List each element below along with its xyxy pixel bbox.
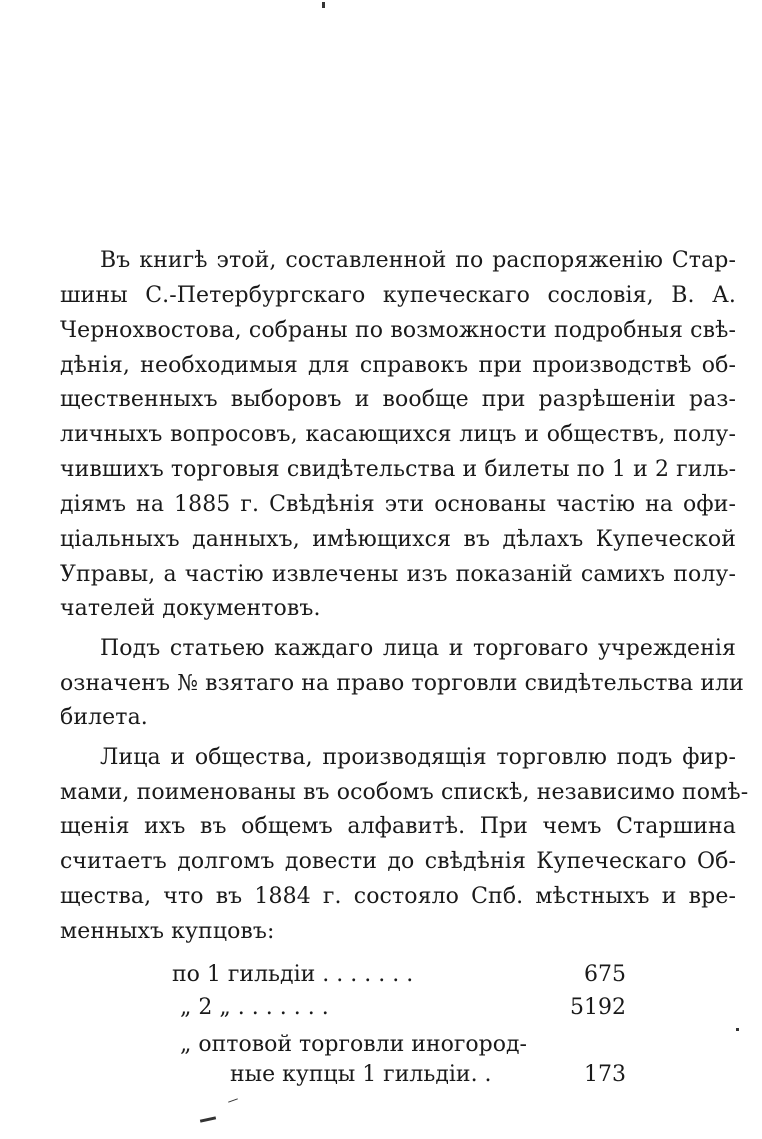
text-line: считаетъ долгомъ довести до свѣдѣнія Купеческаго Об-: [60, 849, 736, 874]
ink-speck: [736, 1028, 739, 1031]
ink-speck: [322, 2, 325, 8]
table-row-value: 5192: [570, 995, 626, 1020]
table-row-value: 675: [584, 962, 626, 987]
ink-speck: [200, 1116, 216, 1122]
text-line: Подъ статьею каждаго лица и торговаго учрежденія: [100, 636, 736, 661]
text-line: Лица и общества, производящія торговлю подъ фир-: [100, 745, 736, 770]
text-line: щества, что въ 1884 г. состояло Спб. мѣстныхъ и вре-: [60, 884, 736, 909]
table-row-label: „ оптовой торговли иногород-: [180, 1032, 527, 1057]
text-line: Чернохвостова, собраны по возможности подробныя свѣ-: [60, 318, 736, 343]
text-line: билета.: [60, 705, 148, 730]
text-line: дѣнія, необходимыя для справокъ при производствѣ об-: [60, 353, 736, 378]
text-line: щественныхъ выборовъ и вообще при разрѣшеніи раз-: [60, 387, 736, 412]
ink-speck: [228, 1098, 238, 1102]
text-line: менныхъ купцовъ:: [60, 919, 275, 944]
table-row-label: по 1 гильдіи . . . . . . .: [172, 962, 414, 987]
table-row-label: ные купцы 1 гильдіи. .: [230, 1062, 492, 1087]
text-line: Управы, а частію извлечены изъ показаній самихъ полу-: [60, 562, 736, 587]
table-row: [0, 1030, 762, 1060]
text-line: шины С.-Петербургскаго купеческаго сословія, В. А.: [60, 283, 736, 308]
text-line: чившихъ торговыя свидѣтельства и билеты по 1 и 2 гиль-: [60, 457, 737, 482]
text-line: мами, поименованы въ особомъ спискѣ, независимо помѣ-: [60, 780, 749, 805]
table-row: [0, 1060, 762, 1090]
table-row: [0, 993, 762, 1023]
table-row-label: „ 2 „ . . . . . . .: [180, 995, 329, 1020]
table-row-value: 173: [584, 1062, 626, 1087]
text-line: чателей документовъ.: [60, 596, 321, 621]
text-line: ціальныхъ данныхъ, имѣющихся въ дѣлахъ Купеческой: [60, 527, 736, 552]
text-line: щенія ихъ въ общемъ алфавитѣ. При чемъ Старшина: [60, 814, 736, 839]
table-row: [0, 960, 762, 990]
text-line: діямъ на 1885 г. Свѣдѣнія эти основаны частію на офи-: [60, 492, 736, 517]
text-line: личныхъ вопросовъ, касающихся лицъ и обществъ, полу-: [60, 422, 736, 447]
text-line: означенъ № взятаго на право торговли свидѣтельства или: [60, 671, 744, 696]
text-line: Въ книгѣ этой, составленной по распоряженію Стар-: [100, 248, 736, 273]
